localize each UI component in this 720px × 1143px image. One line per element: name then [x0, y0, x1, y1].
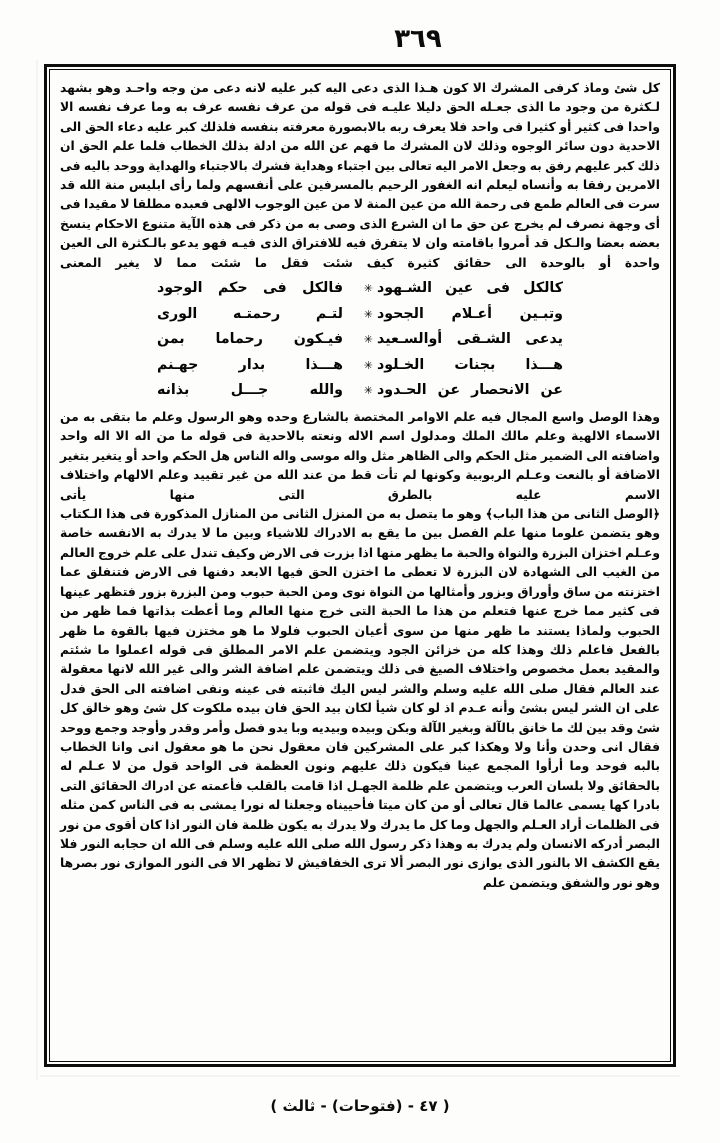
verse-hemistich-first: هـــذا بجنات الخـلود [377, 356, 563, 373]
paragraph-wasl-second: ﴿الوصل الثانى من هذا الباب﴾ وهو ما يتصل به من المنزل الثانى من المنازل المذكورة فى هذا الـكتاب وهو يتضمن علوما منها علم الفصل بين ما يقع به الادراك للاشياء وبين ما لا يدرك به الانفسه خاصة وعـلم اختزان البزرة والنواة والحبة ما يظهر منها اذا بزرت فى الارض وكيف تندل على علم خروج العالم من الغيب الى الشهادة لان البزرة لا تعطى ما اختزن الحق فيها الابعد دفنها فى الارض فتنفلق عما اختزنته من ساق وأوراق وبزور وأمثالها من النواة نوى ومن الحبة حبوب ومن البزرة بزور فتظهر عينها فى كثير مما خرج عنها فتعلم من هذا ما الحبة التى خرج منها العالم وما أعطت بذاتها فما ظهر من الحبوب ولماذا يستند ما ظهر منها من سوى أعيان الحبوب فلولا ما هو مختزن فيها بالقوة ما ظهر بالفعل فاعلم ذلك وهذا كله من خزائن الجود ويتضمن علم الامر المطلق فى قوله اعملوا ما شئتم والمقيد بعمل مخصوص واختلاف الصيغ فى ذلك ويتضمن علم اضافة الشر والى غير الله لانها معقولة عند العالم فقال صلى الله عليه وسلم والشر ليس اليك فاثبته فى عينه ونفى اضافته الى الحق فدل على ان الشر ليس بشئ وأنه عـدم اذ لو كان شيأ لكان بيد الحق فان بيده ملكوت كل شئ وهو خالق كل شئ وقد بين لك ما خانق بالآلة وبغير الآلة وبكن وبيده وبيديه وبا يدو فصل وأمر وقدر وأوجد وجمع ووحد فقال انى وحدن وأنا ولا وهكذا كبر على المشركين فان معقول نحن ما هو معقول انى وانا الخطاب بالبه فوحد وما أرأوا المجمع عينا فيكون ذلك عليهم ونون العظمة فى الواحد قول من لا عـلم له بالحقائق ولا بلسان العرب ويتضمن علم ظلمة الجهـل اذا قامت بالقلب فأعمته عن ادراك الحقائق التى بادرا كها يسمى عالما قال تعالى أو من كان ميتا فأحييناه وجعلنا له نورا يمشى به فى الناس كمن مثله فى الظلمات أراد العـلم والجهل وما كل ما يدرك ولا يدرك به يكون ظلمة فان النور اذا كان أقوى من نور البصر أدركه الانسان ولم يدرك به وهذا ذكر رسول الله صلى الله عليه وسلم فى الله ان حجابه النور فلا يقع الكشف الا بالنور الذى يوازى نور البصر ألا ترى الخفافيش لا تظهر الا فى النور الموازى نور بصرها وهو نور والشفق ويتضمن علم [60, 507, 660, 890]
scan-edge-left [36, 60, 38, 1080]
verse-separator-icon: ✳ [363, 333, 373, 347]
verse-separator-icon: ✳ [363, 384, 373, 398]
verse-separator-icon: ✳ [363, 307, 373, 321]
paragraph-opening: كل شئ وماذ كرفى المشرك الا كون هـذا الذى دعى اليه كبر عليه لانه دعى من وجه واحـد وهو بشهد لـكثرة من وجود ما الذى جعـله الحق دليلا عليـه فى قوله من عرف نفسه عرف به وما عرف نفسه الا واحدا فى كثير أو كثيرا فى واحد فلا يعرف ربه بالابصورة معرفته بنفسه فلذلك كبر عليه دعاء الحق الى الاحدية دون سائر الوجوه وذلك لان المشرك ما فهم عن الله من ادلة بذلك الخطاب فلما علم الحق ان ذلك كبر عليهم رفق به وجعل الامر اليه تعالى بين اجتباء وهداية فشرك بالاجتباء والهداية ووحد باليه فى الامرين رفقا به وأنساه ليعلم انه الغفور الرحيم بالمسرفين على أنفسهم ولما رأى ابليس منة الله قد سرت فى العالم طمع فى رحمة الله من عين المنة لا من عين الوجوب الالهى فعبده مطلقا لا مقيدا فى أى وجهة نصرف لم يخرج عن حق ما ان الشرع الذى وصى به من ذكر فى هذه الآية متنوع الاحكام ينسخ بعضه بعضا والـكل قد أمروا باقامته وان لا يتفرق فيه للافتراق الذى فيـه فهو يدعو بالـكثرة الى العين واحدة أو بالوحدة الى حقائق كثيرة كيف شئت فقل ما شئت مما لا يغير المعنى [60, 81, 660, 270]
verse-hemistich-second: هـــذا بدار جهـنم [157, 356, 343, 373]
text-column [60, 79, 660, 893]
page-border-inner [49, 69, 671, 1062]
verse-line [60, 353, 660, 379]
verse-line [60, 378, 660, 404]
verse-line [60, 276, 660, 302]
scan-edge-bottom [40, 1075, 680, 1077]
verse-line [60, 327, 660, 353]
verse-hemistich-first: يدعى الشـقى أوالسـعيد [377, 331, 563, 348]
verse-hemistich-first: وتبـين أعـلام الجحود [377, 305, 563, 322]
verse-separator-icon: ✳ [363, 282, 373, 296]
printer-signature-mark: ( ٤٧ - (فتوحات) - ثالث ) [270, 1097, 450, 1115]
verse-hemistich-second: لتـم رحمتـه الورى [157, 305, 343, 322]
verse-line [60, 302, 660, 328]
verse-hemistich-second: فيـكون رحماما بمن [157, 331, 343, 348]
verse-separator-icon: ✳ [363, 358, 373, 372]
poem-block [60, 276, 660, 404]
verse-hemistich-first: كالكل فى عين الشـهود [377, 280, 563, 297]
verse-hemistich-second: فالكل فى حكم الوجود [157, 280, 343, 297]
page-number: ٣٦٩ [394, 24, 442, 54]
page-border-outer [44, 64, 676, 1067]
verse-hemistich-second: والله جـــل بذانه [157, 382, 343, 399]
verse-hemistich-first: عن الانحصار عن الحـدود [377, 382, 563, 399]
paragraph-wasl-intro: وهذا الوصل واسع المجال فيه علم الاوامر المختصة بالشارع وحده وهو الرسول وعلم ما بتقى به من الاسماء الالهية وعلم مالك الملك ومدلول اسم الاله ونعته بالاحدية فى قوله ما من اله الا اله واحد واضافته الى الضمير مثل الحكم والى الظاهر مثل واله موسى واله الناس هل الحكم واحد أو يتغير بتغير الاضافة أو بالنعت وعـلم الربوبية وكونها لم تأت قط من عند الله من غير تقييد وعلم الالهام واختلاف الاسم عليه بالطرق التى منها يأتى [60, 410, 660, 502]
